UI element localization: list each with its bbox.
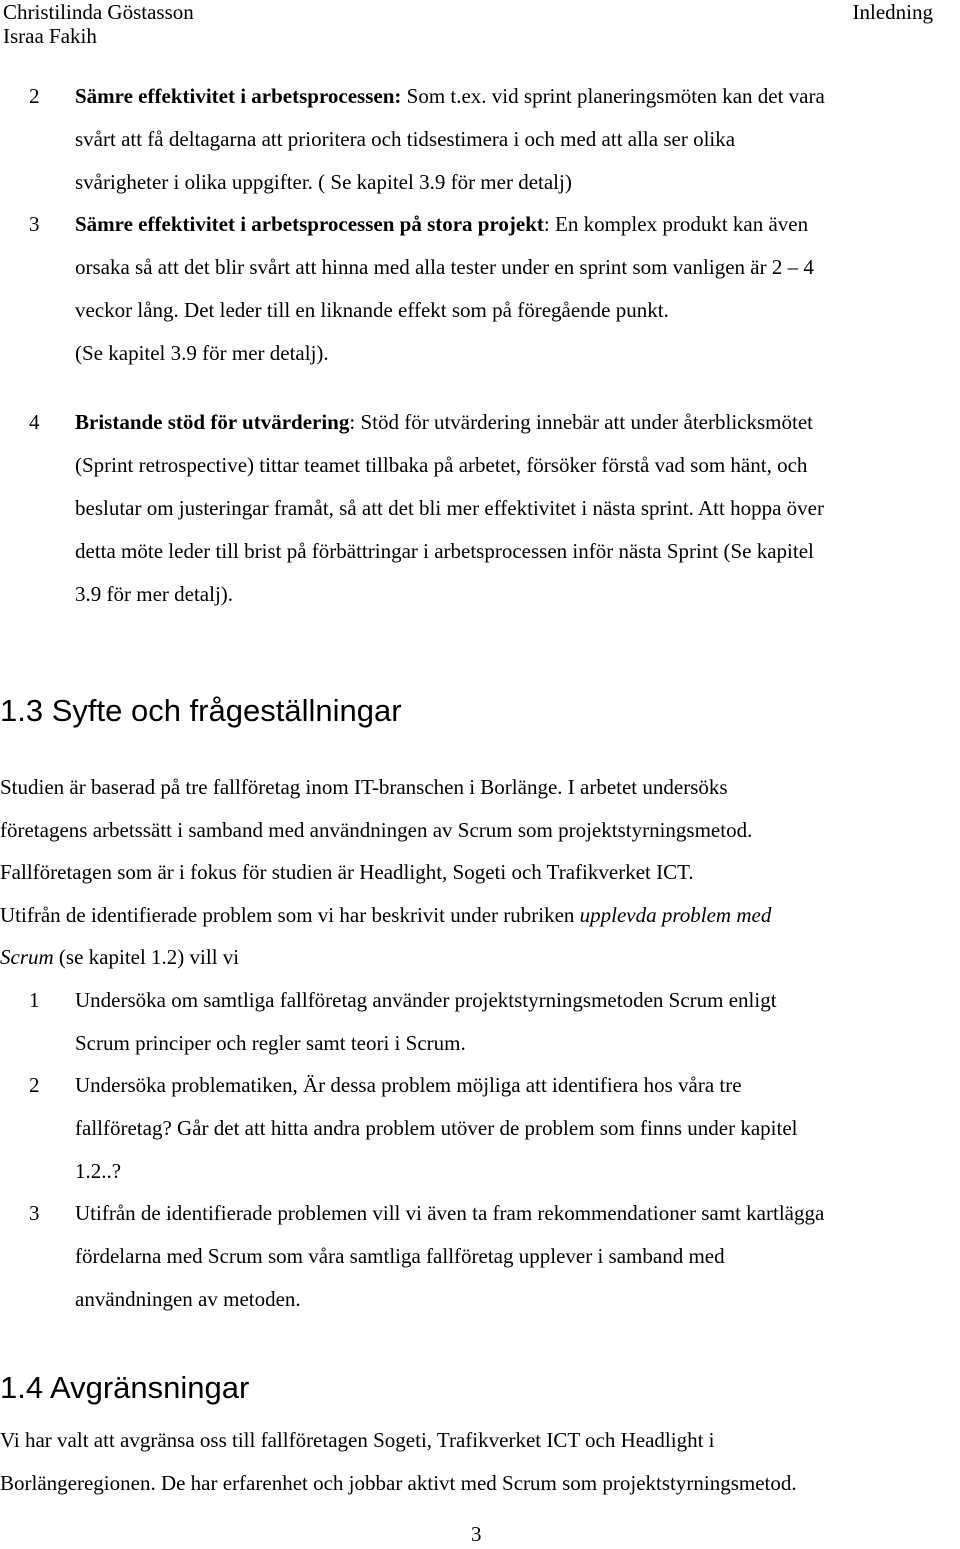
paragraph-line: Vi har valt att avgränsa oss till fallföretagen Sogeti, Trafikverket ICT och Headlight i (0, 1428, 715, 1452)
problem-line: svårt att få deltagarna att prioritera och tidsestimera i och med att alla ser olika (75, 127, 736, 151)
question-text (75, 979, 959, 1065)
page-header-authors (3, 0, 194, 48)
question-line: fördelarna med Scrum som våra samtliga fallföretag upplever i samband med (75, 1244, 725, 1268)
problem-line: svårigheter i olika uppgifter. ( Se kapitel 3.9 för mer detalj) (75, 170, 572, 194)
question-line: Undersöka om samtliga fallföretag använder projektstyrningsmetoden Scrum enligt (75, 988, 777, 1012)
problem-line: (Se kapitel 3.9 för mer detalj). (75, 341, 329, 365)
section-1-3-paragraph (0, 766, 958, 979)
question-number: 1 (29, 988, 40, 1012)
section-1-4-paragraph (0, 1419, 958, 1504)
problem-number: 2 (29, 84, 40, 108)
paragraph-line: (se kapitel 1.2) vill vi (53, 945, 240, 969)
problem-line: : En komplex produkt kan även (543, 212, 809, 236)
header-author-1: Christilinda Göstasson (3, 0, 194, 24)
section-heading-1-3: 1.3 Syfte och frågeställningar (0, 693, 402, 728)
section-heading-1-4: 1.4 Avgränsningar (0, 1370, 250, 1405)
problem-title: Sämre effektivitet i arbetsprocessen: (75, 84, 402, 108)
problem-text (75, 203, 959, 375)
paragraph-line: Borlängeregionen. De har erfarenhet och jobbar aktivt med Scrum som projektstyrningsmetod. (0, 1470, 797, 1495)
problem-number: 4 (29, 410, 40, 434)
question-line: Undersöka problematiken, Är dessa problem möjliga att identifiera hos våra tre (75, 1073, 742, 1097)
problem-text (75, 401, 959, 616)
question-number: 3 (29, 1201, 40, 1225)
problem-line: orsaka så att det blir svårt att hinna med alla tester under en sprint som vanligen är 2 – 4 (75, 255, 814, 279)
question-line: 1.2..? (75, 1159, 122, 1183)
question-line: användningen av metoden. (75, 1287, 301, 1311)
question-line: Utifrån de identifierade problemen vill vi även ta fram rekommendationer samt kartlägga (75, 1201, 825, 1225)
italic-term: upplevda problem med (579, 902, 772, 927)
problem-line: 3.9 för mer detalj). (75, 582, 234, 606)
problem-line: (Sprint retrospective) tittar teamet tillbaka på arbetet, försöker förstå vad som hänt, och (75, 453, 808, 477)
question-number: 2 (29, 1073, 40, 1097)
question-line: fallföretag? Går det att hitta andra problem utöver de problem som finns under kapitel (75, 1116, 798, 1140)
problem-title: Sämre effektivitet i arbetsprocessen på stora projekt (75, 212, 544, 236)
page-number: 3 (471, 1522, 482, 1546)
problem-line: : Stöd för utvärdering innebär att under återblicksmötet (349, 410, 813, 434)
problem-line: detta möte leder till brist på förbättringar i arbetsprocessen inför nästa Sprint (Se kapitel (75, 539, 814, 563)
paragraph-line: Utifrån de identifierade problem som vi har beskrivit under rubriken (0, 902, 580, 927)
question-line: Scrum principer och regler samt teori i Scrum. (75, 1031, 466, 1055)
problem-line: Som t.ex. vid sprint planeringsmöten kan det vara (401, 84, 825, 108)
italic-term: Scrum (0, 945, 54, 969)
question-text (75, 1192, 959, 1321)
header-author-2: Israa Fakih (3, 24, 97, 48)
problem-number: 3 (29, 212, 40, 236)
problem-line: beslutar om justeringar framåt, så att det bli mer effektivitet i nästa sprint. Att hoppa över (75, 496, 824, 520)
paragraph-line: Studien är baserad på tre fallföretag inom IT-branschen i Borlänge. I arbetet undersöks (0, 775, 728, 799)
paragraph-line: Fallföretagen som är i fokus för studien är Headlight, Sogeti och Trafikverket ICT. (0, 860, 694, 884)
header-section-title: Inledning (852, 0, 933, 24)
question-text (75, 1064, 959, 1193)
paragraph-line: företagens arbetssätt i samband med användningen av Scrum som projektstyrningsmetod. (0, 817, 753, 842)
problem-line: veckor lång. Det leder till en liknande effekt som på föregående punkt. (75, 298, 669, 322)
problem-title: Bristande stöd för utvärdering (75, 410, 350, 434)
problem-text (75, 75, 959, 204)
